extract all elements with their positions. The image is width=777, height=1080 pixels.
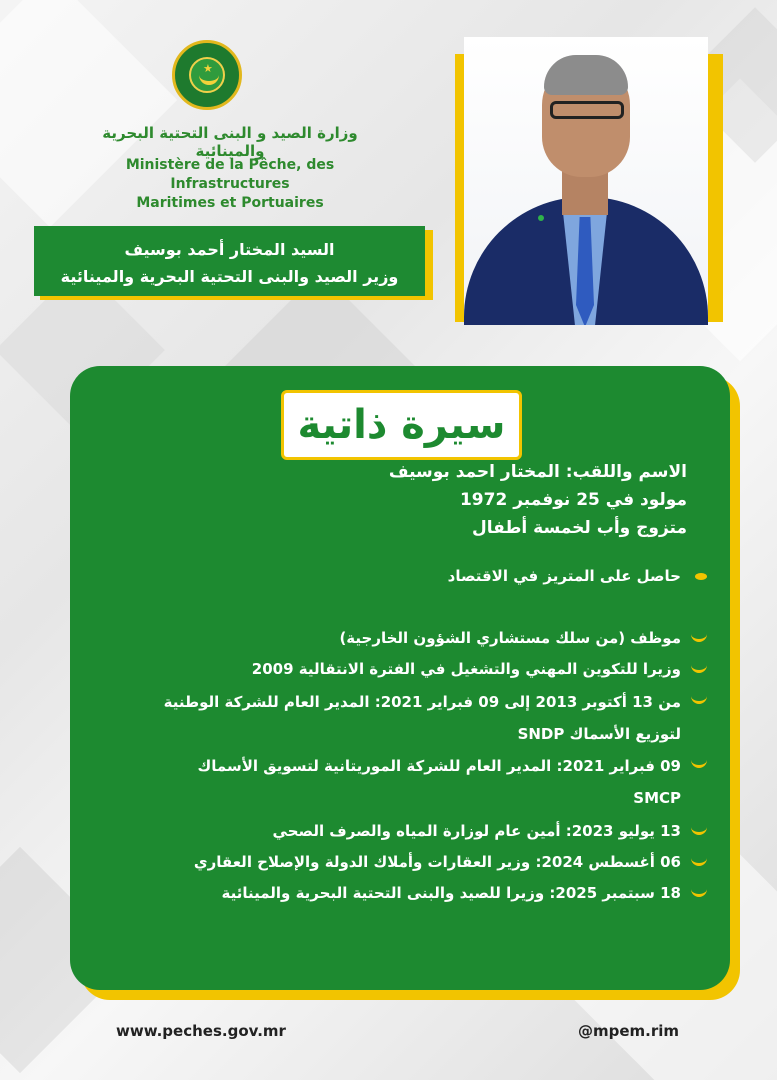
bullet-icon — [691, 889, 707, 897]
ministry-name-french-line1: Ministère de la Pêche, des Infrastructures — [125, 157, 335, 192]
bullet-icon — [691, 858, 707, 866]
list-item-text: وزيرا للتكوين المهني والتشغيل في الفترة الانتقالية 2009 — [251, 660, 681, 678]
list-item — [97, 817, 707, 845]
list-item — [97, 562, 707, 590]
list-item-text: 18 سبتمبر 2025: وزيرا للصيد والبنى التحتية البحرية والمينائية — [221, 884, 681, 902]
family-line: متزوج وأب لخمسة أطفال — [472, 518, 687, 538]
career-list — [97, 562, 707, 907]
bullet-icon — [691, 696, 707, 704]
list-item — [97, 686, 707, 750]
bullet-icon — [691, 634, 707, 642]
personal-info — [127, 458, 687, 542]
bullet-icon — [695, 573, 707, 580]
name-line: الاسم واللقب: المختار احمد بوسيف — [388, 462, 687, 482]
list-item — [97, 624, 707, 652]
national-emblem-icon — [172, 40, 242, 110]
list-item-text: من 13 أكتوبر 2013 إلى 09 فبراير 2021: المدير العام للشركة الوطنية — [163, 693, 681, 711]
minister-title: وزير الصيد والبنى التحتية البحرية والمينائية — [60, 267, 399, 286]
list-item-text: 09 فبراير 2021: المدير العام للشركة الموريتانية لتسويق الأسماك — [197, 757, 681, 775]
cv-heading-box — [281, 390, 522, 460]
list-item-text-continued: لتوزيع الأسماك SNDP — [517, 725, 681, 743]
minister-name: السيد المختار أحمد بوسيف — [124, 240, 335, 259]
website-link[interactable]: www.peches.gov.mr — [116, 1022, 286, 1040]
list-item-text-continued: SMCP — [633, 789, 681, 807]
ministry-name-french — [70, 156, 390, 213]
list-item-text: 06 أغسطس 2024: وزير العقارات وأملاك الدولة والإصلاح العقاري — [193, 853, 681, 871]
list-item-text: 13 يوليو 2023: أمين عام لوزارة المياه والصرف الصحي — [272, 822, 681, 840]
minister-name-banner — [34, 226, 425, 296]
list-item — [97, 655, 707, 683]
list-item — [97, 848, 707, 876]
social-handle[interactable]: @mpem.rim — [578, 1022, 680, 1040]
ministry-name-french-line2: Maritimes et Portuaires — [136, 195, 324, 211]
bullet-icon — [691, 827, 707, 835]
bullet-icon — [691, 665, 707, 673]
list-item-text: موظف (من سلك مستشاري الشؤون الخارجية) — [339, 629, 681, 647]
bullet-icon — [691, 760, 707, 768]
cv-heading: سيرة ذاتية — [297, 402, 506, 448]
crescent-icon — [199, 73, 219, 85]
star-icon: ★ — [203, 62, 213, 75]
birth-line: مولود في 25 نوفمبر 1972 — [459, 490, 687, 510]
list-item — [97, 750, 707, 814]
degree-text: حاصل على المتريز في الاقتصاد — [447, 567, 681, 585]
ministry-name-arabic: وزارة الصيد و البنى التحتية البحرية والمينائية — [102, 124, 358, 160]
list-item — [97, 879, 707, 907]
minister-portrait — [464, 37, 708, 325]
